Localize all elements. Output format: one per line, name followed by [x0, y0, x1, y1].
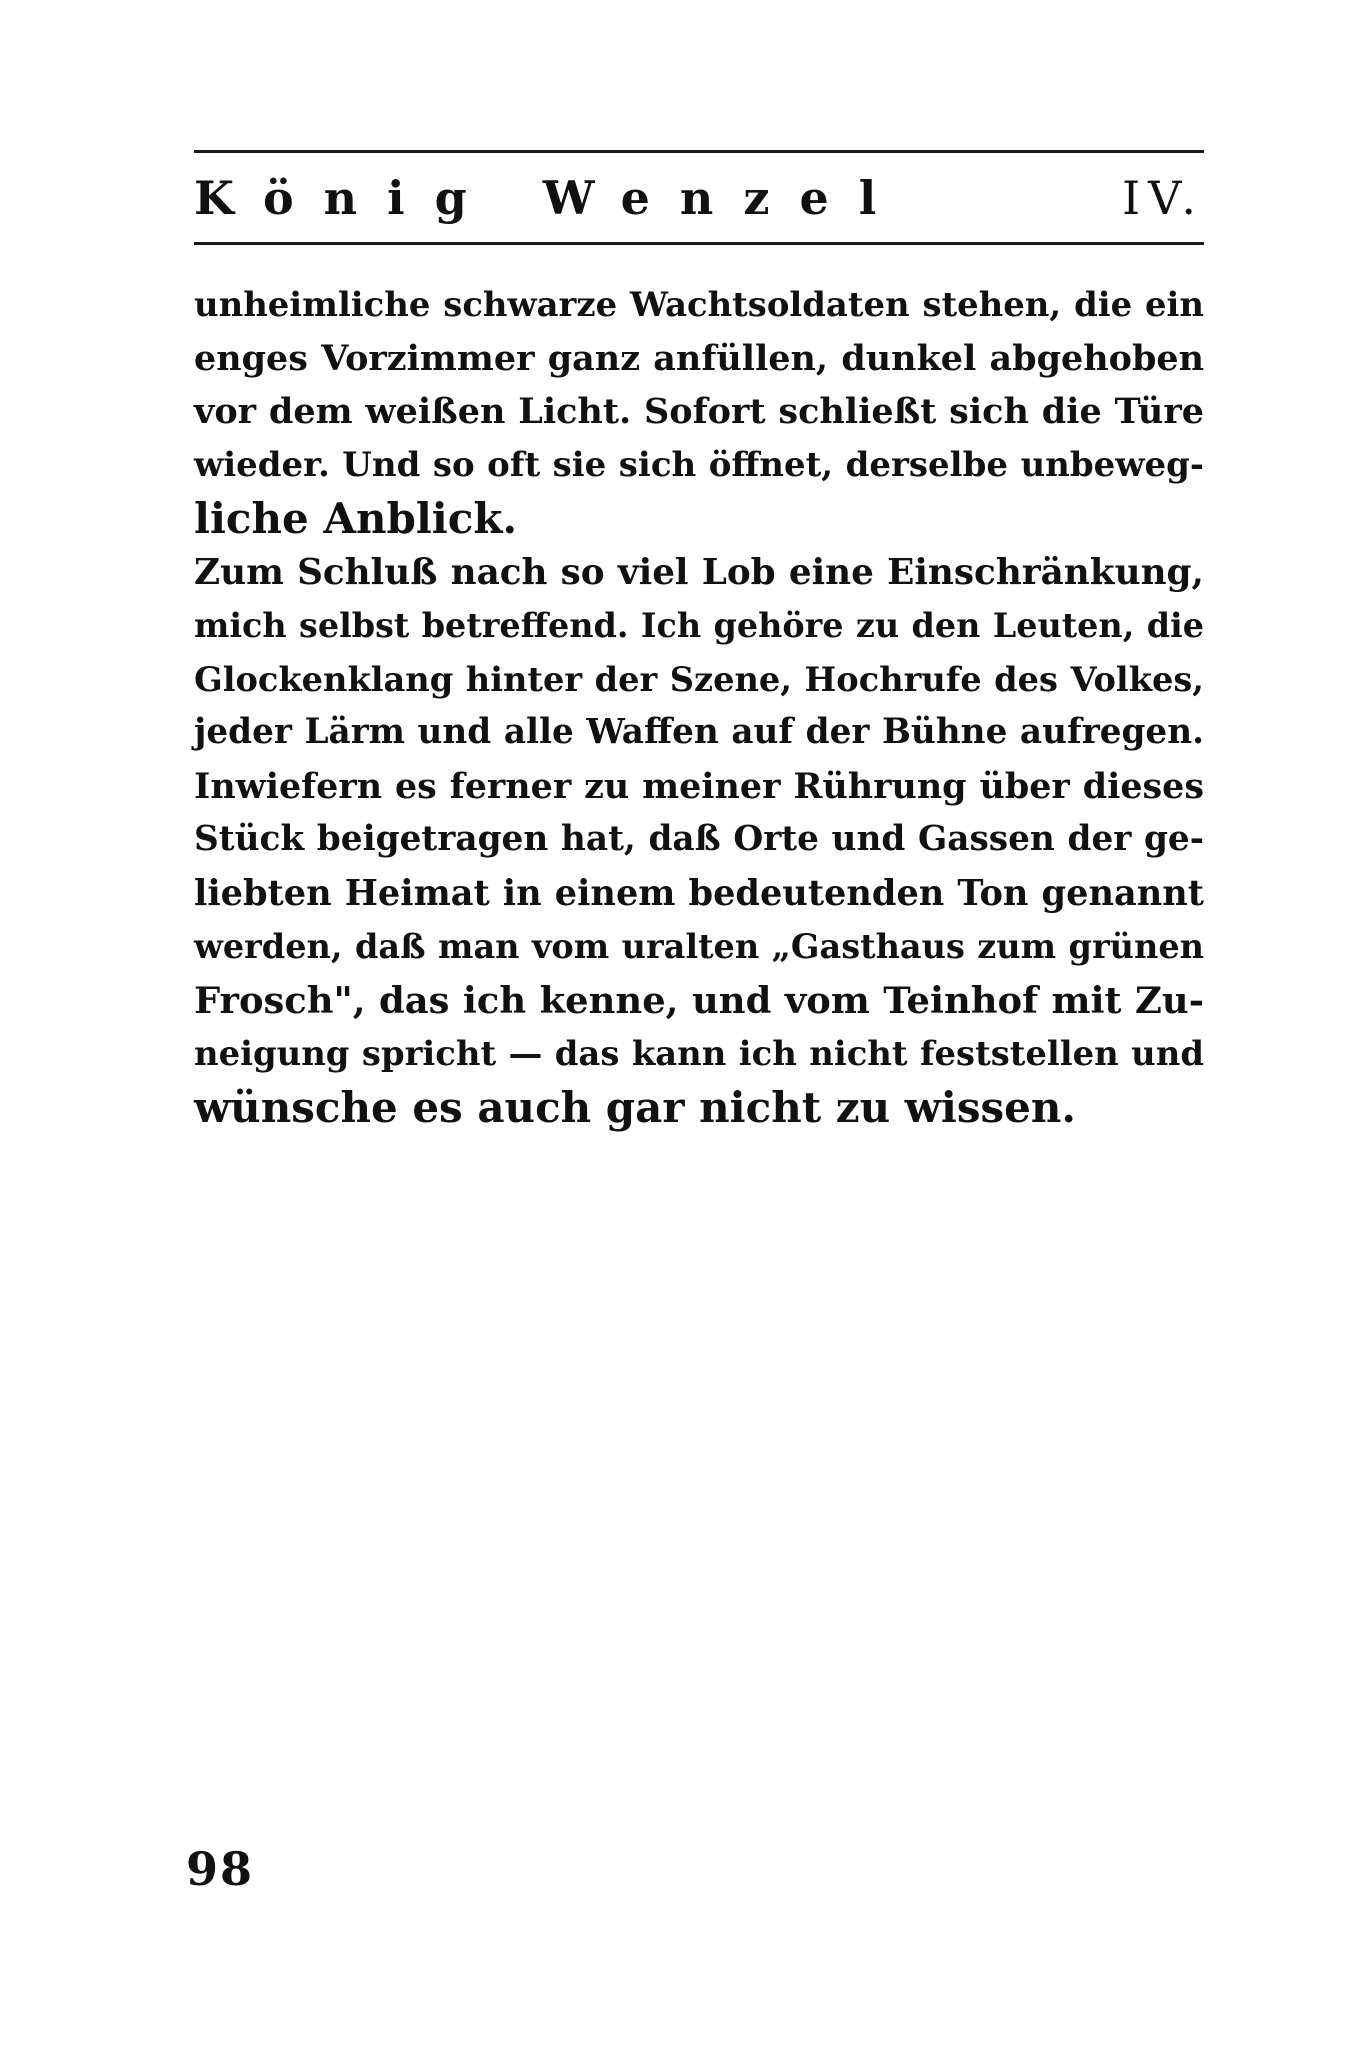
text-line: liche Anblick.	[194, 494, 518, 543]
text-line: Stück beigetragen hat, daß Orte und Gassen der ge-	[194, 819, 1204, 859]
running-header	[194, 168, 1204, 228]
running-header-numeral: IV.	[1122, 171, 1204, 225]
page-number: 98	[186, 1842, 255, 1896]
text-line: mich selbst betreffend. Ich gehöre zu den Leuten, die	[194, 606, 1204, 645]
text-line: unheimliche schwarze Wachtsoldaten stehen, die ein	[194, 284, 1204, 324]
header-bottom-rule	[194, 242, 1204, 245]
text-line: jeder Lärm und alle Waffen auf der Bühne aufregen.	[194, 712, 1204, 752]
text-line: neigung spricht — das kann ich nicht feststellen und	[194, 1033, 1204, 1073]
header-top-rule	[194, 150, 1204, 153]
text-line: vor dem weißen Licht. Sofort schließt sich die Türe	[194, 391, 1204, 432]
text-line: Glockenklang hinter der Szene, Hochrufe des Volkes,	[194, 658, 1204, 699]
body-text	[194, 278, 1204, 1134]
running-header-title: König Wenzel	[194, 171, 907, 225]
text-line: Inwiefern es ferner zu meiner Rührung über dieses	[194, 765, 1204, 807]
text-line: wieder. Und so oft sie sich öffnet, derselbe unbeweg-	[194, 444, 1204, 485]
text-line: liebten Heimat in einem bedeutenden Ton genannt	[194, 872, 1204, 914]
text-line: werden, daß man vom uralten „Gasthaus zum grünen	[194, 927, 1204, 966]
text-line: wünsche es auch gar nicht zu wissen.	[194, 1082, 1077, 1132]
text-line: Zum Schluß nach so viel Lob eine Einschränkung,	[194, 550, 1204, 593]
text-line: enges Vorzimmer ganz anfüllen, dunkel abgehoben	[194, 337, 1204, 379]
text-line: Frosch", das ich kenne, und vom Teinhof mit Zu-	[194, 977, 1204, 1022]
